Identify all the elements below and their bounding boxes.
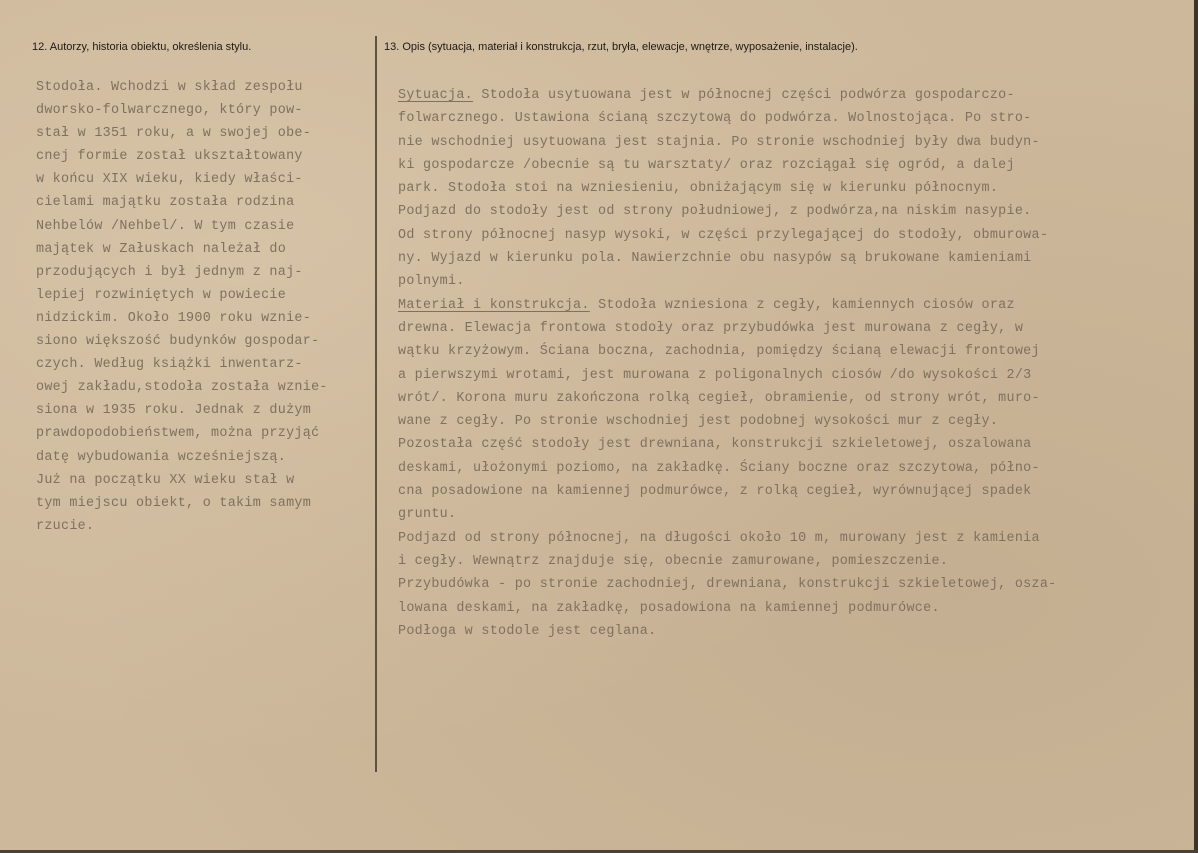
description-text: park. Stodoła stoi na wzniesieniu, obniżającym się w kierunku północnym. <box>398 181 999 197</box>
scan-edge-right <box>1194 0 1198 853</box>
history-text-line: cielami majątku została rodzina <box>36 195 295 211</box>
section-12-heading: 12. Autorzy, historia obiektu, określenia stylu. <box>32 41 252 53</box>
description-text-line <box>398 503 1178 526</box>
description-text-line <box>398 84 1178 107</box>
description-text: Podjazd od strony północnej, na długości około 10 m, murowany jest z kamienia <box>398 530 1040 546</box>
description-text: nie wschodniej usytuowana jest stajnia. Po stronie wschodniej były dwa budyn- <box>398 134 1040 150</box>
description-text: wątku krzyżowym. Ściana boczna, zachodnia, pomiędzy ścianą elewacji frontowej <box>398 344 1040 360</box>
description-text: polnymi. <box>398 274 465 290</box>
history-text-line: cnej formie został ukształtowany <box>36 149 303 165</box>
history-text-line: rzucie. <box>36 518 95 534</box>
description-text-line <box>398 177 1178 200</box>
history-text-line: Stodoła. Wchodzi w skład zespołu <box>36 80 303 95</box>
description-text-line <box>398 200 1178 223</box>
description-text-line <box>398 387 1178 410</box>
description-text: drewna. Elewacja frontowa stodoły oraz przybudówka jest murowana z cegły, w <box>398 320 1024 336</box>
description-text-line <box>398 597 1178 620</box>
description-text-line <box>398 224 1178 247</box>
description-text: wrót/. Korona muru zakończona rolką cegieł, obramienie, od strony wrót, muro- <box>398 390 1040 406</box>
history-text-line: nidzickim. Około 1900 roku wznie- <box>36 310 312 326</box>
description-text-line <box>398 107 1178 130</box>
description-text-line <box>398 433 1178 456</box>
description-text-line <box>398 364 1178 387</box>
description-text: deskami, ułożonymi poziomo, na zakładkę. Ściany boczne oraz szczytowa, półno- <box>398 460 1040 476</box>
column-divider <box>375 36 377 772</box>
description-text: Od strony północnej nasyp wysoki, w części przylegającej do stodoły, obmurowa- <box>398 227 1049 243</box>
description-text: folwarcznego. Ustawiona ścianą szczytową do podwórza. Wolnostojąca. Po stro- <box>398 111 1032 127</box>
history-text-line: przodujących i był jednym z naj- <box>36 264 303 280</box>
section-subheading: Materiał i konstrukcja. <box>398 297 590 313</box>
history-text-line: lepiej rozwiniętych w powiecie <box>36 287 287 303</box>
description-text: wane z cegły. Po stronie wschodniej jest podobnej wysokości mur z cegły. <box>398 414 999 430</box>
section-13-heading: 13. Opis (sytuacja, materiał i konstrukcja, rzut, bryła, elewacje, wnętrze, wyposażenie, instalacje). <box>384 41 858 53</box>
description-text-line <box>398 270 1178 293</box>
history-text-line: Już na początku XX wieku stał w <box>36 472 295 488</box>
history-text-line: siona w 1935 roku. Jednak z dużym <box>36 403 312 419</box>
description-text: Podjazd do stodoły jest od strony południowej, z podwórza,na niskim nasypie. <box>398 204 1032 220</box>
description-text-line <box>398 527 1178 550</box>
description-text: Przybudówka - po stronie zachodniej, drewniana, konstrukcji szkieletowej, osza- <box>398 577 1057 593</box>
description-text: Stodoła usytuowana jest w północnej części podwórza gospodarczo- <box>473 88 1015 103</box>
description-text: gruntu. <box>398 507 457 523</box>
description-text-line <box>398 317 1178 340</box>
history-text-line: siono większość budynków gospodar- <box>36 334 320 350</box>
history-text-line: dworsko-folwarcznego, który pow- <box>36 103 303 119</box>
history-text-column <box>36 76 372 538</box>
description-text: ny. Wyjazd w kierunku pola. Nawierzchnie obu nasypów są brukowane kamieniami <box>398 251 1032 267</box>
description-text: cna posadowione na kamiennej podmurówce, z rolką cegieł, wyrównującej spadek <box>398 484 1032 500</box>
description-text-line <box>398 410 1178 433</box>
description-text: i cegły. Wewnątrz znajduje się, obecnie zamurowane, pomieszczenie. <box>398 553 949 569</box>
history-text-line: tym miejscu obiekt, o takim samym <box>36 495 312 511</box>
history-text-line: prawdopodobieństwem, można przyjąć <box>36 426 320 442</box>
description-text-line <box>398 550 1178 573</box>
description-text-line <box>398 131 1178 154</box>
history-text-line: w końcu XIX wieku, kiedy właści- <box>36 172 303 188</box>
description-text: Podłoga w stodole jest ceglana. <box>398 623 657 639</box>
description-text: a pierwszymi wrotami, jest murowana z poligonalnych ciosów /do wysokości 2/3 <box>398 367 1032 383</box>
description-text-line <box>398 480 1178 503</box>
description-text-line <box>398 154 1178 177</box>
history-text-line: majątek w Załuskach należał do <box>36 241 287 257</box>
description-text-line <box>398 294 1178 317</box>
description-text-line <box>398 340 1178 363</box>
history-text-line: stał w 1351 roku, a w swojej obe- <box>36 126 312 142</box>
description-text: ki gospodarcze /obecnie są tu warsztaty/ oraz rozciągał się ogród, a dalej <box>398 157 1015 173</box>
history-text-line: czych. Według książki inwentarz- <box>36 357 303 373</box>
description-text-line <box>398 620 1178 643</box>
description-text: lowana deskami, na zakładkę, posadowiona na kamiennej podmurówce. <box>398 600 940 616</box>
history-text-line: owej zakładu,stodoła została wznie- <box>36 380 328 396</box>
description-text: Pozostała część stodoły jest drewniana, konstrukcji szkieletowej, oszalowana <box>398 437 1032 453</box>
section-subheading: Sytuacja. <box>398 88 474 103</box>
description-text-line <box>398 573 1178 596</box>
description-text-line <box>398 247 1178 270</box>
description-text: Stodoła wzniesiona z cegły, kamiennych ciosów oraz <box>589 297 1015 313</box>
history-text-line: datę wybudowania wcześniejszą. <box>36 449 287 465</box>
description-text-column <box>398 84 1178 643</box>
history-text-line: Nehbelów /Nehbel/. W tym czasie <box>36 218 295 234</box>
description-text-line <box>398 457 1178 480</box>
